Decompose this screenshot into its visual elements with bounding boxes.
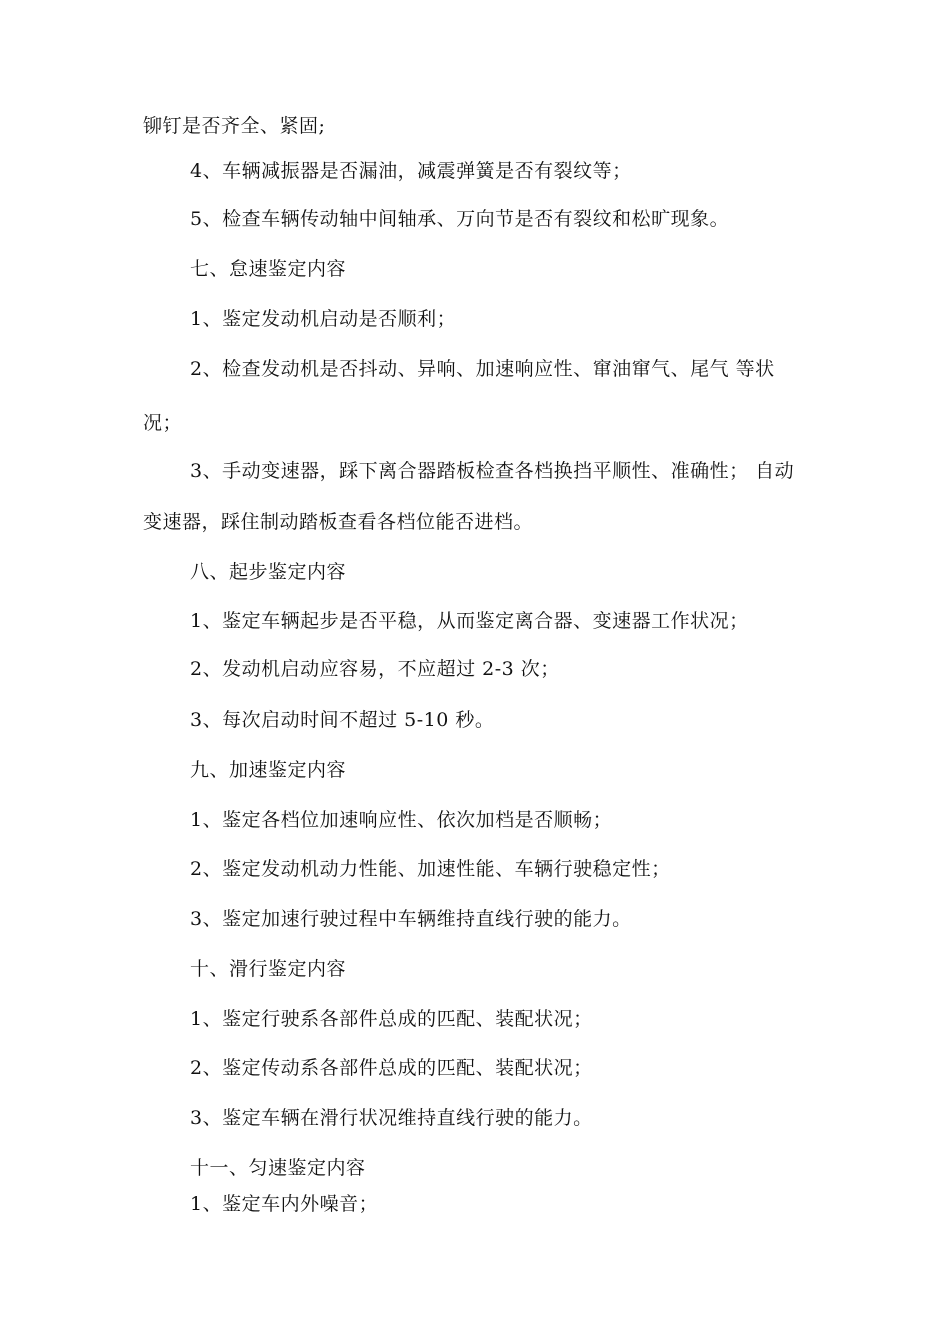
section-heading: 七、怠速鉴定内容 <box>190 258 347 280</box>
text-line: 2、鉴定发动机动力性能、加速性能、车辆行驶稳定性； <box>190 858 671 880</box>
text-line: 2、鉴定传动系各部件总成的匹配、装配状况； <box>190 1057 593 1079</box>
text-line: 变速器，踩住制动踏板查看各档位能否进档。 <box>143 511 534 533</box>
section-heading: 十、滑行鉴定内容 <box>190 958 347 980</box>
text-line: 3、鉴定车辆在滑行状况维持直线行驶的能力。 <box>190 1107 593 1129</box>
text-line: 2、发动机启动应容易，不应超过 2-3 次； <box>190 658 560 680</box>
section-heading: 十一、匀速鉴定内容 <box>190 1157 366 1179</box>
text-line: 1、鉴定车辆起步是否平稳，从而鉴定离合器、变速器工作状况； <box>190 610 749 632</box>
text-line: 铆钉是否齐全、紧固; <box>143 115 326 137</box>
text-line: 况； <box>143 412 183 434</box>
text-line: 3、手动变速器，踩下离合器踏板检查各档换挡平顺性、准确性； 自动 <box>190 460 795 482</box>
text-line: 4、车辆减振器是否漏油，减震弹簧是否有裂纹等； <box>190 160 632 182</box>
text-line: 1、鉴定车内外噪音； <box>190 1193 379 1215</box>
text-line: 3、鉴定加速行驶过程中车辆维持直线行驶的能力。 <box>190 908 632 930</box>
text-line: 1、鉴定各档位加速响应性、依次加档是否顺畅； <box>190 809 613 831</box>
text-line: 1、鉴定行驶系各部件总成的匹配、装配状况； <box>190 1008 593 1030</box>
text-line: 1、鉴定发动机启动是否顺利； <box>190 308 457 330</box>
section-heading: 九、加速鉴定内容 <box>190 759 347 781</box>
text-line: 5、检查车辆传动轴中间轴承、万向节是否有裂纹和松旷现象。 <box>190 208 730 230</box>
section-heading: 八、起步鉴定内容 <box>190 561 347 583</box>
text-line: 2、检查发动机是否抖动、异响、加速响应性、窜油窜气、尾气 等状 <box>190 358 775 380</box>
text-line: 3、每次启动时间不超过 5-10 秒。 <box>190 709 495 731</box>
